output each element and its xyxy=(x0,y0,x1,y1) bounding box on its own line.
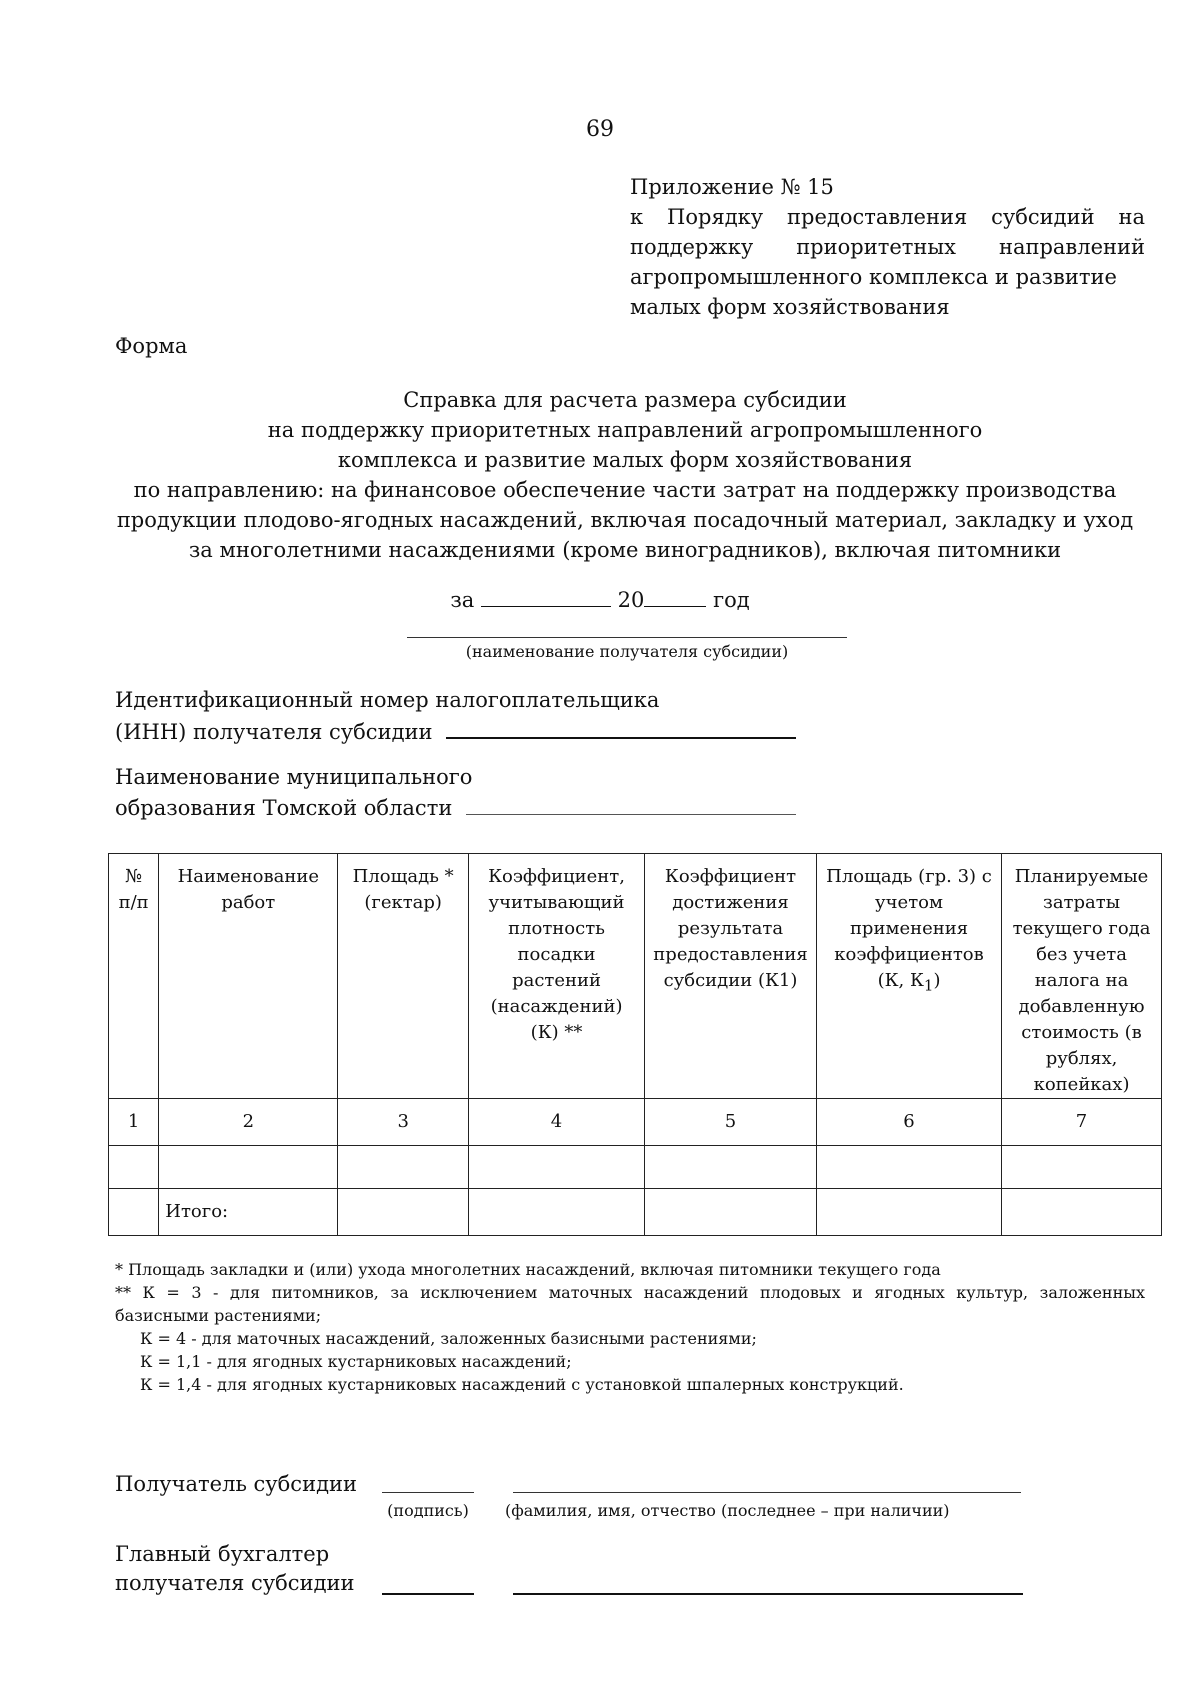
appendix-header xyxy=(630,172,1145,322)
title-line: комплекса и развитие малых форм хозяйствования xyxy=(337,448,913,472)
accountant-label-line: получателя субсидии xyxy=(115,1571,355,1595)
header-adjusted-area-close: ) xyxy=(933,970,941,991)
table-cell[interactable] xyxy=(1002,1146,1162,1189)
column-number: 4 xyxy=(469,1099,645,1146)
column-number: 5 xyxy=(645,1099,817,1146)
table-row xyxy=(109,1146,1162,1189)
inn-label: (ИНН) получателя субсидии xyxy=(115,720,433,744)
column-number-row xyxy=(109,1099,1162,1146)
table-cell xyxy=(109,1189,159,1236)
appendix-body-end: малых форм хозяйствования xyxy=(630,295,950,319)
municipality-label: образования Томской области xyxy=(115,796,453,820)
table-cell[interactable] xyxy=(645,1189,817,1236)
footnote-k11: К = 1,1 - для ягодных кустарниковых насаждений; xyxy=(140,1352,572,1371)
table-cell[interactable] xyxy=(469,1146,645,1189)
total-row xyxy=(109,1189,1162,1236)
table-cell[interactable] xyxy=(1002,1189,1162,1236)
header-area: Площадь * (гектар) xyxy=(338,854,469,1099)
header-adjusted-area-text: Площадь (гр. 3) с учетом применения коэффициентов (К, К xyxy=(826,866,992,991)
accountant-signature-field[interactable] xyxy=(382,1593,474,1595)
period-century: 20 xyxy=(617,588,645,612)
column-number: 7 xyxy=(1002,1099,1162,1146)
table-cell[interactable] xyxy=(645,1146,817,1189)
table-cell[interactable] xyxy=(159,1146,338,1189)
header-work-name: Наименование работ xyxy=(159,854,338,1099)
appendix-title: Приложение № 15 xyxy=(630,175,834,199)
year-blank[interactable] xyxy=(644,586,706,607)
table-cell[interactable] xyxy=(338,1189,469,1236)
table-cell[interactable] xyxy=(469,1189,645,1236)
signature-caption: (подпись) xyxy=(387,1501,469,1520)
subsidy-table xyxy=(108,853,1162,1236)
header-density-coefficient: Коэффициент, учитывающий плотность посадки растений (насаждений) (К) ** xyxy=(469,854,645,1099)
total-label: Итого: xyxy=(159,1189,338,1236)
table-header-row xyxy=(109,854,1162,1099)
period-prefix: за xyxy=(450,588,475,612)
accountant-signature-label xyxy=(115,1540,355,1598)
table-cell[interactable] xyxy=(817,1146,1002,1189)
recipient-caption: (наименование получателя субсидии) xyxy=(465,642,789,661)
column-number: 1 xyxy=(109,1099,159,1146)
footnotes xyxy=(115,1258,1145,1396)
column-number: 2 xyxy=(159,1099,338,1146)
municipality-input[interactable] xyxy=(466,792,796,815)
document-title xyxy=(60,385,1190,565)
table-cell[interactable] xyxy=(338,1146,469,1189)
name-field[interactable] xyxy=(513,1492,1021,1493)
inn-input[interactable] xyxy=(446,715,796,739)
accountant-name-field[interactable] xyxy=(513,1593,1023,1595)
recipient-signature-label: Получатель субсидии xyxy=(115,1472,357,1496)
footnote-k4: К = 4 - для маточных насаждений, заложенных базисными растениями; xyxy=(140,1329,757,1348)
signature-field[interactable] xyxy=(382,1492,474,1493)
table-cell[interactable] xyxy=(817,1189,1002,1236)
page-number: 69 xyxy=(586,117,614,142)
footnote-coefficient: ** К = 3 - для питомников, за исключением маточных насаждений плодовых и ягодных культур, заложенных базисными растениями; xyxy=(115,1283,1145,1325)
inn-label: Идентификационный номер налогоплательщика xyxy=(115,688,660,712)
header-number: № п/п xyxy=(109,854,159,1099)
title-line: за многолетними насаждениями (кроме виноградников), включая питомники xyxy=(188,538,1062,562)
inn-field xyxy=(115,686,796,747)
period-blank[interactable] xyxy=(481,586,611,607)
header-result-coefficient: Коэффициент достижения результата предоставления субсидии (К1) xyxy=(645,854,817,1099)
name-caption: (фамилия, имя, отчество (последнее – при наличии) xyxy=(505,1501,950,1520)
recipient-name-field[interactable] xyxy=(407,637,847,638)
header-planned-costs: Планируемые затраты текущего года без учета налога на добавленную стоимость (в рублях, копейках) xyxy=(1002,854,1162,1099)
municipality-field xyxy=(115,763,796,823)
accountant-label-line: Главный бухгалтер xyxy=(115,1542,330,1566)
title-line: на поддержку приоритетных направлений агропромышленного xyxy=(267,418,983,442)
title-line: по направлению: на финансовое обеспечение части затрат на поддержку производства xyxy=(133,478,1117,502)
title-line: Справка для расчета размера субсидии xyxy=(403,388,847,412)
table-cell[interactable] xyxy=(109,1146,159,1189)
form-label: Форма xyxy=(115,334,188,358)
footnote-k14: К = 1,4 - для ягодных кустарниковых насаждений с установкой шпалерных конструкций. xyxy=(140,1375,904,1394)
period-suffix: год xyxy=(713,588,750,612)
appendix-body: к Порядку предоставления субсидий на поддержку приоритетных направлений агропромышленного комплекса и развитие xyxy=(630,205,1145,289)
header-subscript: 1 xyxy=(923,976,934,995)
footnote-area: * Площадь закладки и (или) ухода многолетних насаждений, включая питомники текущего года xyxy=(115,1260,941,1279)
column-number: 6 xyxy=(817,1099,1002,1146)
header-adjusted-area xyxy=(817,854,1002,1099)
column-number: 3 xyxy=(338,1099,469,1146)
title-line: продукции плодово-ягодных насаждений, включая посадочный материал, закладку и уход xyxy=(116,508,1134,532)
period-line xyxy=(0,586,1200,612)
municipality-label: Наименование муниципального xyxy=(115,765,473,789)
